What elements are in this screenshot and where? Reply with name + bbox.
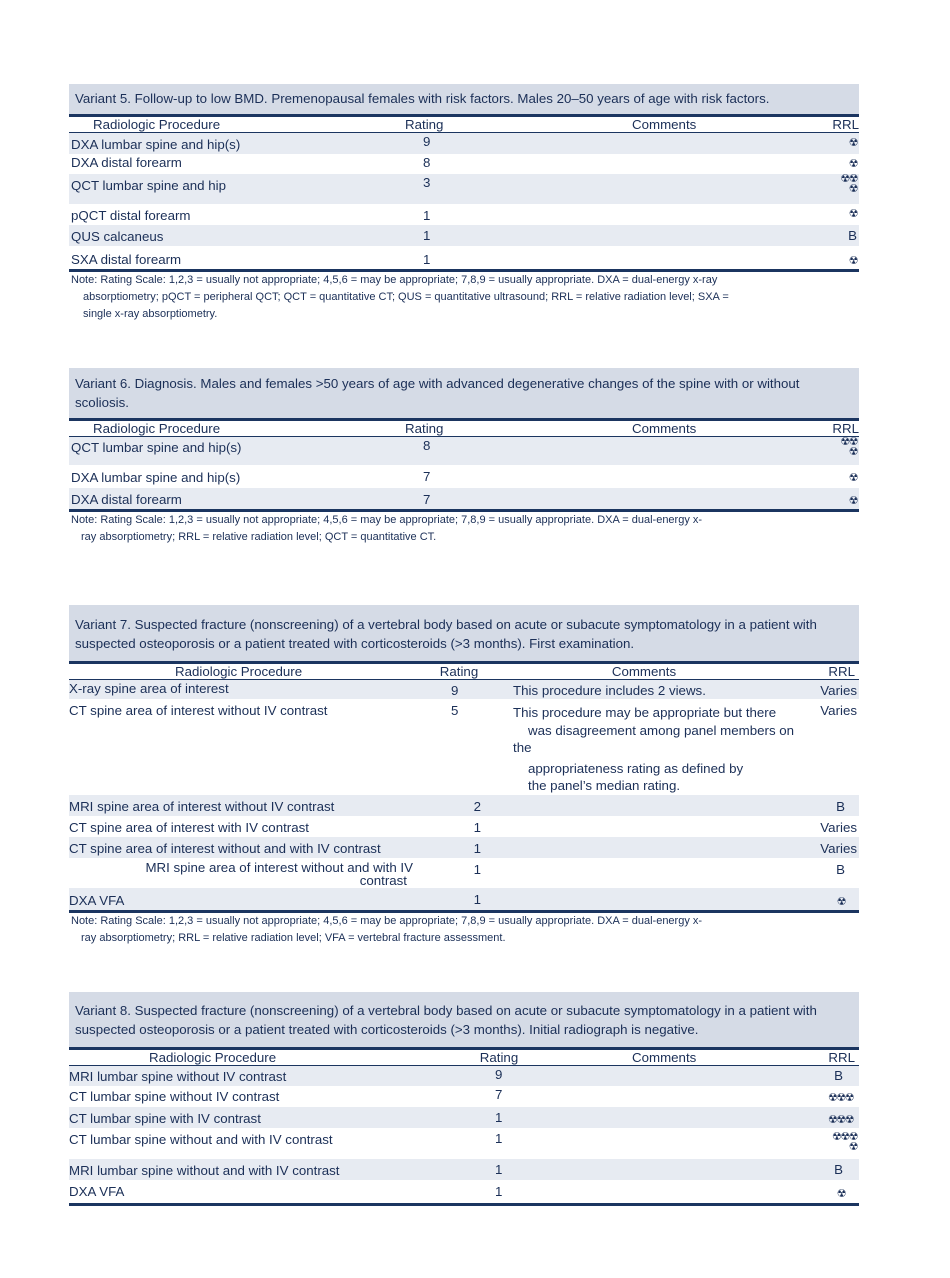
table-row bbox=[69, 858, 859, 888]
radiation-3-icon: ☢☢☢ bbox=[827, 1114, 853, 1126]
rrl-cell bbox=[809, 1107, 859, 1128]
column-header-rating: Rating bbox=[439, 664, 479, 679]
table-row bbox=[69, 816, 859, 837]
procedure-table-body bbox=[69, 680, 859, 910]
procedure-cell: X-ray spine area of interest bbox=[69, 680, 449, 699]
column-header-procedure: Radiologic Procedure bbox=[93, 421, 221, 436]
rrl-cell bbox=[799, 204, 859, 225]
comments-cell bbox=[491, 837, 809, 858]
rating-cell: 2 bbox=[449, 795, 491, 816]
table-row bbox=[69, 133, 859, 154]
procedure-table-body bbox=[69, 437, 859, 509]
note-line: Note: Rating Scale: 1,2,3 = usually not appropriate; 4,5,6 = may be appropriate; 7,8,9 = usually appropriate. DXA = dual-energy x- bbox=[71, 914, 703, 927]
table-row bbox=[69, 465, 859, 488]
procedure-table bbox=[69, 117, 859, 132]
rating-cell: 1 bbox=[423, 252, 431, 267]
note-line: Note: Rating Scale: 1,2,3 = usually not appropriate; 4,5,6 = may be appropriate; 7,8,9 = usually appropriate. DXA = dual-energy x-ray bbox=[71, 274, 718, 286]
comments-cell bbox=[521, 133, 799, 154]
column-header-procedure: Radiologic Procedure bbox=[93, 117, 221, 132]
rrl-cell bbox=[799, 174, 859, 204]
table-row bbox=[69, 680, 859, 699]
column-header-rating: Rating bbox=[479, 1050, 519, 1065]
radiation-1-icon: ☢ bbox=[848, 208, 857, 220]
note-line: ray absorptiometry; RRL = relative radiation level; QCT = quantitative CT. bbox=[81, 531, 437, 543]
comment-line: was disagreement among panel members on bbox=[528, 722, 795, 738]
comments-cell bbox=[521, 488, 799, 509]
rrl-value: Varies bbox=[820, 683, 857, 698]
rrl-cell bbox=[799, 133, 859, 154]
comments-cell bbox=[533, 1180, 809, 1203]
rating-cell: 1 bbox=[495, 1184, 503, 1199]
procedure-cell: MRI lumbar spine without and with IV contrast bbox=[69, 1159, 493, 1180]
table-row bbox=[69, 174, 859, 204]
radiation-3-icon: ☢☢ ☢ bbox=[840, 173, 857, 195]
table-header-row bbox=[69, 664, 859, 679]
procedure-cell: CT spine area of interest with IV contrast bbox=[69, 819, 309, 835]
table-row bbox=[69, 1180, 859, 1203]
rrl-cell bbox=[809, 1180, 859, 1203]
procedure-line: contrast bbox=[359, 872, 407, 888]
variant-title: Variant 7. Suspected fracture (nonscreening) of a vertebral body based on acute or subacute symptomatology in a patient with suspected osteoporosis or a patient treated with corticosteroids (>3 months). First examination. bbox=[69, 605, 859, 661]
rrl-cell bbox=[809, 1128, 859, 1159]
procedure-cell: CT lumbar spine without and with IV contrast bbox=[69, 1132, 333, 1147]
variant-8-table bbox=[69, 992, 859, 1206]
procedure-table-body bbox=[69, 1066, 859, 1203]
variant-5-table bbox=[69, 84, 859, 323]
rrl-cell bbox=[799, 488, 859, 509]
note-line: Note: Rating Scale: 1,2,3 = usually not appropriate; 4,5,6 = may be appropriate; 7,8,9 = usually appropriate. DXA = dual-energy x- bbox=[71, 514, 703, 526]
comment-line: This procedure may be appropriate but there bbox=[513, 705, 777, 720]
comments-cell bbox=[491, 858, 809, 888]
column-header-comments: Comments bbox=[611, 664, 677, 679]
rating-cell: 9 bbox=[421, 133, 521, 154]
rating-cell: 1 bbox=[493, 1159, 533, 1180]
comments-cell bbox=[521, 154, 799, 174]
rrl-cell bbox=[809, 1066, 859, 1086]
comments-cell bbox=[521, 225, 799, 246]
rrl-cell bbox=[809, 795, 859, 816]
comments-cell bbox=[533, 1086, 809, 1107]
comments-cell bbox=[521, 204, 799, 225]
rating-cell: 1 bbox=[473, 819, 481, 835]
column-header-rating: Rating bbox=[405, 117, 444, 132]
table-row bbox=[69, 154, 859, 174]
variant-title: Variant 5. Follow-up to low BMD. Premenopausal females with risk factors. Males 20–50 years of age with risk factors. bbox=[69, 84, 859, 114]
comments-cell bbox=[533, 1159, 809, 1180]
column-header-rrl: RRL bbox=[828, 664, 855, 679]
table-row bbox=[69, 699, 859, 795]
comments-cell bbox=[491, 699, 809, 795]
variant-title: Variant 8. Suspected fracture (nonscreening) of a vertebral body based on acute or subacute symptomatology in a patient with suspected osteoporosis or a patient treated with corticosteroids (>3 months). Initial radiograph is negative. bbox=[69, 992, 859, 1047]
radiation-1-icon: ☢ bbox=[848, 137, 857, 149]
column-header-procedure: Radiologic Procedure bbox=[175, 664, 303, 679]
rating-cell: 7 bbox=[495, 1087, 503, 1102]
comments-cell bbox=[491, 816, 809, 837]
rating-cell: 9 bbox=[449, 680, 491, 699]
rating-cell: 3 bbox=[421, 174, 521, 204]
procedure-cell: QCT lumbar spine and hip(s) bbox=[69, 437, 421, 465]
rating-cell: 5 bbox=[451, 703, 459, 718]
rrl-value: Varies bbox=[820, 819, 857, 835]
rating-cell: 1 bbox=[421, 225, 521, 246]
rating-cell: 1 bbox=[449, 837, 491, 858]
comment-line: the bbox=[513, 740, 532, 755]
procedure-cell: MRI spine area of interest without IV contrast bbox=[69, 795, 449, 816]
table-row bbox=[69, 225, 859, 246]
comment-line: appropriateness rating as defined by bbox=[528, 760, 744, 776]
procedure-cell: CT lumbar spine with IV contrast bbox=[69, 1107, 493, 1128]
rrl-value: Varies bbox=[820, 840, 857, 856]
column-header-comments: Comments bbox=[632, 421, 697, 436]
radiation-4-icon: ☢☢☢ ☢ bbox=[831, 1131, 857, 1153]
table-row bbox=[69, 888, 859, 910]
comments-cell bbox=[521, 465, 799, 488]
comments-cell bbox=[533, 1107, 809, 1128]
column-header-procedure: Radiologic Procedure bbox=[149, 1050, 277, 1065]
procedure-cell: QCT lumbar spine and hip bbox=[69, 174, 421, 204]
divider bbox=[69, 1203, 859, 1206]
procedure-cell: SXA distal forearm bbox=[71, 252, 182, 267]
radiation-1-icon: ☢ bbox=[836, 895, 845, 908]
rrl-cell bbox=[809, 680, 859, 699]
rrl-cell bbox=[799, 465, 859, 488]
table-row bbox=[69, 1159, 859, 1180]
comments-cell: This procedure includes 2 views. bbox=[491, 680, 809, 699]
table-row bbox=[69, 1086, 859, 1107]
procedure-cell: DXA VFA bbox=[69, 888, 449, 910]
rrl-value: B bbox=[836, 798, 845, 814]
rating-cell: 1 bbox=[473, 861, 481, 877]
rrl-cell bbox=[799, 225, 859, 246]
procedure-table bbox=[69, 1050, 859, 1065]
rrl-value: B bbox=[848, 228, 857, 243]
comments-cell bbox=[521, 246, 799, 269]
comments-cell bbox=[533, 1128, 809, 1159]
table-header-row bbox=[69, 117, 859, 132]
table-row bbox=[69, 437, 859, 465]
radiation-3-icon: ☢☢☢ bbox=[827, 1092, 853, 1104]
column-header-rrl: RRL bbox=[832, 117, 859, 132]
column-header-comments: Comments bbox=[632, 1050, 697, 1065]
variant-title: Variant 6. Diagnosis. Males and females >50 years of age with advanced degenerative changes of the spine with or without scoliosis. bbox=[69, 368, 859, 418]
rrl-cell bbox=[799, 154, 859, 174]
procedure-table bbox=[69, 421, 859, 436]
column-header-rrl: RRL bbox=[832, 421, 859, 436]
rrl-cell bbox=[809, 699, 859, 795]
table-note bbox=[69, 272, 859, 323]
table-row bbox=[69, 795, 859, 816]
rrl-value: Varies bbox=[820, 703, 857, 718]
comments-cell bbox=[533, 1066, 809, 1086]
rrl-cell bbox=[809, 837, 859, 858]
rrl-cell bbox=[809, 858, 859, 888]
procedure-cell: pQCT distal forearm bbox=[71, 208, 191, 223]
rrl-cell bbox=[799, 246, 859, 269]
procedure-cell: DXA distal forearm bbox=[71, 155, 182, 170]
column-header-comments: Comments bbox=[632, 117, 697, 132]
procedure-cell: CT spine area of interest without IV contrast bbox=[69, 703, 328, 718]
procedure-cell: DXA lumbar spine and hip(s) bbox=[69, 133, 421, 154]
procedure-cell: CT spine area of interest without and with IV contrast bbox=[69, 837, 449, 858]
rating-cell: 1 bbox=[493, 1107, 533, 1128]
radiation-1-icon: ☢ bbox=[836, 1188, 845, 1200]
rrl-cell bbox=[799, 437, 859, 465]
comments-cell bbox=[521, 437, 799, 465]
rating-cell: 7 bbox=[421, 488, 521, 509]
procedure-cell: CT lumbar spine without IV contrast bbox=[69, 1089, 280, 1104]
comment-line: the panel’s median rating. bbox=[528, 778, 681, 793]
radiation-1-icon: ☢ bbox=[848, 158, 857, 170]
rating-cell: 9 bbox=[493, 1066, 533, 1086]
note-line: ray absorptiometry; RRL = relative radiation level; VFA = vertebral fracture assessment. bbox=[81, 931, 506, 944]
rating-cell: 1 bbox=[423, 208, 431, 223]
procedure-table-body bbox=[69, 133, 859, 269]
rating-cell: 8 bbox=[423, 155, 431, 170]
rrl-cell bbox=[809, 1086, 859, 1107]
rrl-cell bbox=[809, 1159, 859, 1180]
rrl-value: B bbox=[836, 861, 845, 877]
procedure-cell bbox=[69, 858, 449, 888]
rrl-value: B bbox=[834, 1162, 843, 1177]
rating-cell: 8 bbox=[421, 437, 521, 465]
column-header-rrl: RRL bbox=[828, 1050, 855, 1065]
variant-7-table bbox=[69, 605, 859, 947]
table-row bbox=[69, 1066, 859, 1086]
procedure-cell: MRI lumbar spine without IV contrast bbox=[69, 1066, 493, 1086]
procedure-cell: DXA VFA bbox=[69, 1184, 125, 1199]
rating-cell: 1 bbox=[495, 1131, 503, 1146]
table-header-row bbox=[69, 1050, 859, 1065]
procedure-cell: DXA distal forearm bbox=[69, 488, 421, 509]
procedure-cell: QUS calcaneus bbox=[69, 225, 421, 246]
rating-cell: 7 bbox=[423, 469, 431, 484]
procedure-table bbox=[69, 664, 859, 679]
table-note bbox=[69, 512, 859, 546]
note-line: absorptiometry; pQCT = peripheral QCT; QCT = quantitative CT; QUS = quantitative ultrasound; RRL = relative radiation level; SXA = bbox=[83, 291, 729, 303]
variant-6-table bbox=[69, 368, 859, 546]
procedure-cell: DXA lumbar spine and hip(s) bbox=[71, 470, 241, 485]
column-header-rating: Rating bbox=[405, 421, 444, 436]
radiation-1-icon: ☢ bbox=[848, 495, 857, 507]
comments-cell bbox=[521, 174, 799, 204]
comments-cell bbox=[491, 795, 809, 816]
radiation-1-icon: ☢ bbox=[848, 472, 857, 484]
table-row bbox=[69, 837, 859, 858]
table-row bbox=[69, 1107, 859, 1128]
rating-cell: 1 bbox=[449, 888, 491, 910]
table-row bbox=[69, 1128, 859, 1159]
table-row bbox=[69, 488, 859, 509]
radiation-3-icon: ☢☢ ☢ bbox=[840, 436, 857, 458]
radiation-1-icon: ☢ bbox=[848, 255, 857, 267]
table-note bbox=[69, 913, 859, 947]
rrl-cell bbox=[809, 816, 859, 837]
rrl-value: B bbox=[834, 1068, 843, 1083]
comments-cell bbox=[491, 888, 809, 910]
table-row bbox=[69, 246, 859, 269]
table-header-row bbox=[69, 421, 859, 436]
rrl-cell bbox=[809, 888, 859, 910]
table-row bbox=[69, 204, 859, 225]
note-line: single x-ray absorptiometry. bbox=[83, 308, 218, 320]
procedure-line: MRI spine area of interest without and with IV bbox=[145, 859, 413, 875]
